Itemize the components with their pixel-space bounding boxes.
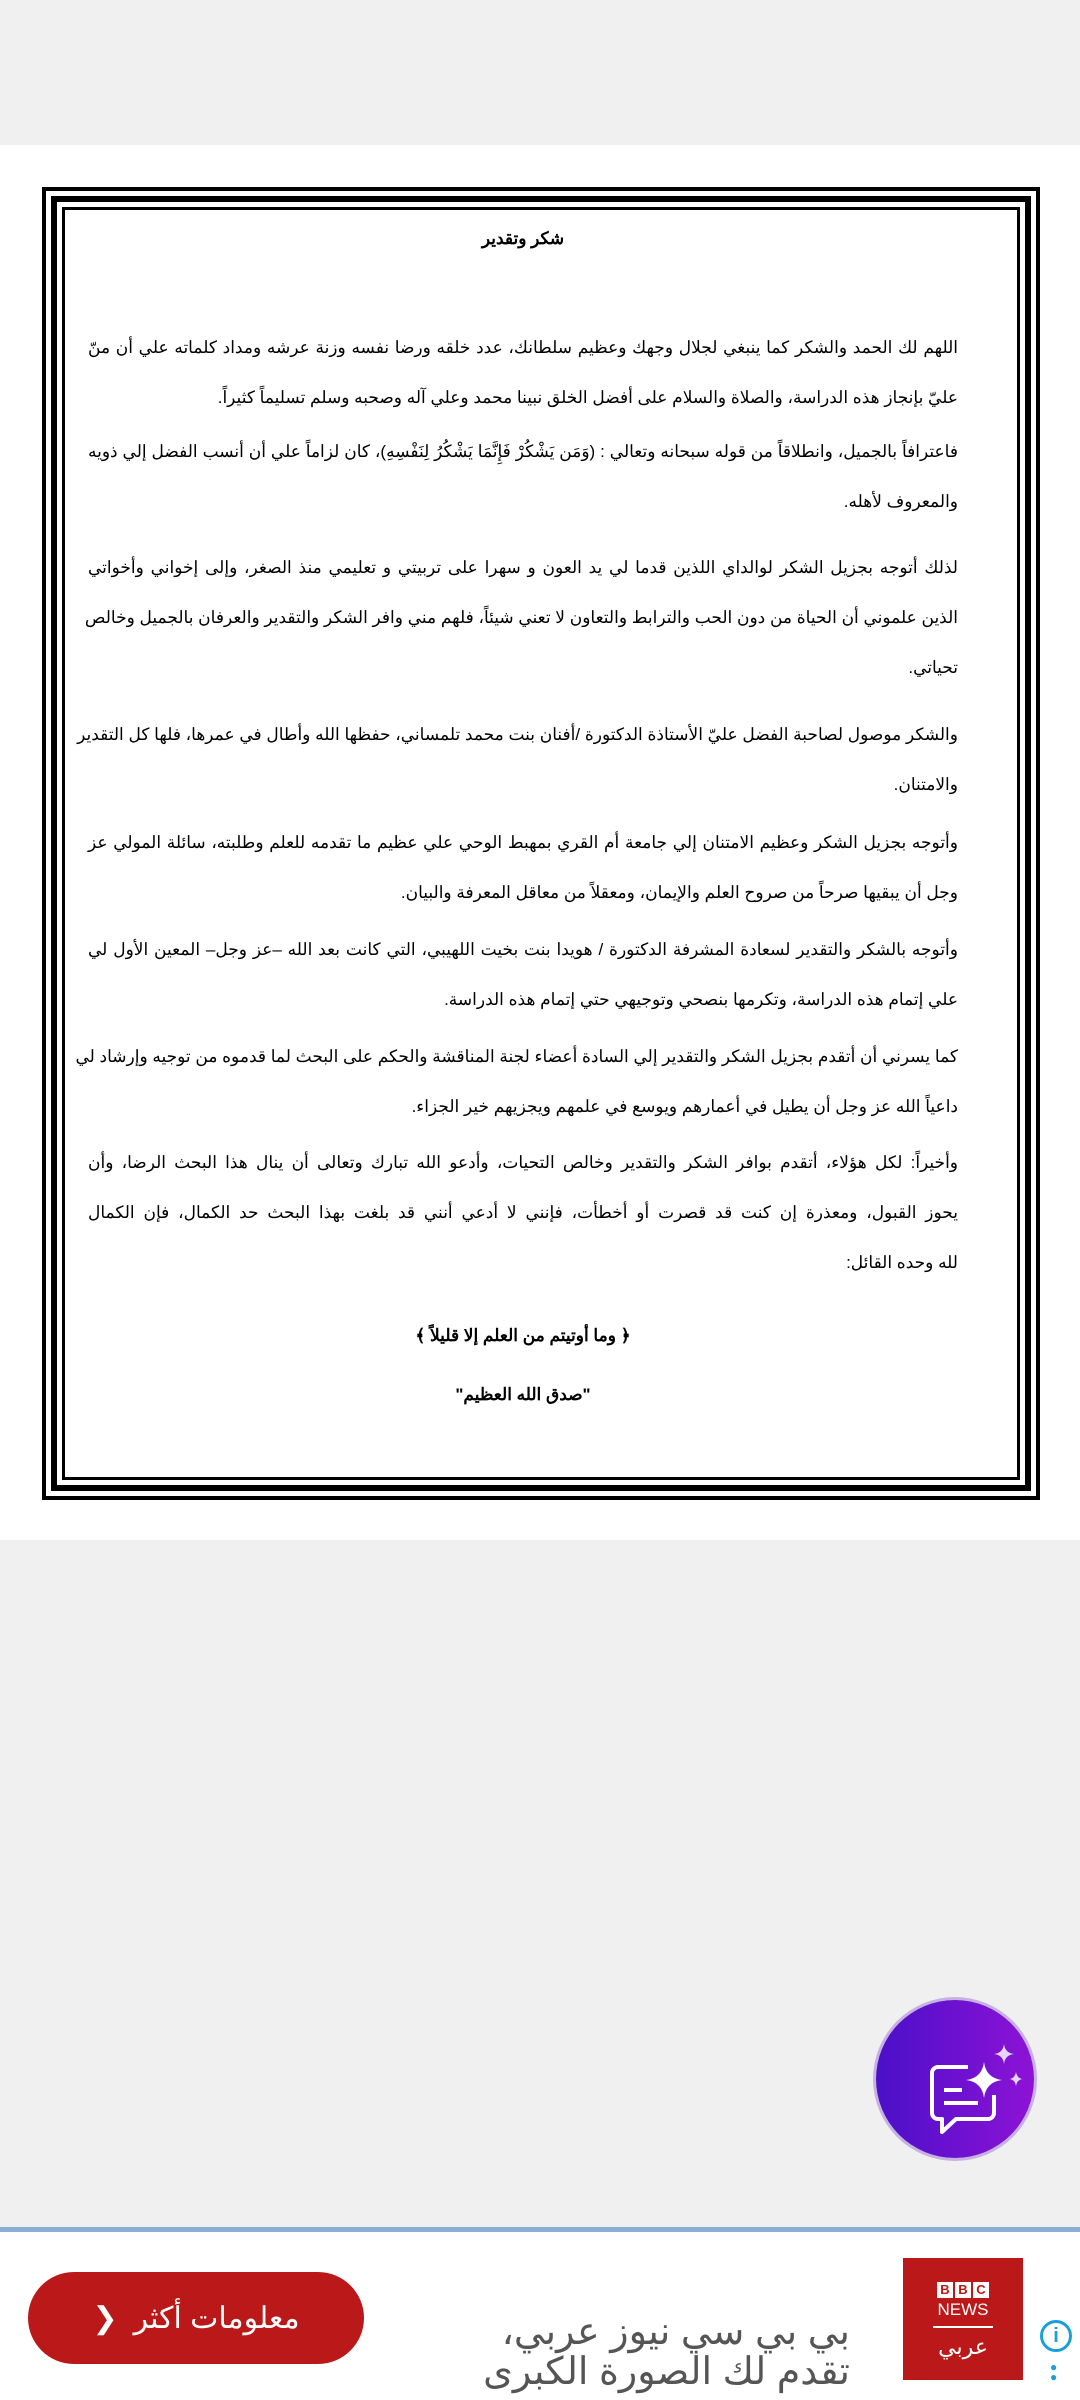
paragraph bbox=[75, 1032, 958, 1132]
more-info-button[interactable] bbox=[28, 2272, 364, 2364]
paragraph bbox=[88, 427, 958, 527]
logo-news: NEWS bbox=[937, 2300, 989, 2319]
paragraph-line: وأتوجه بجزيل الشكر وعظيم الامتنان إلي جامعة أم القري بمهبط الوحي علي عظيم ما تقدمه للعلم وطلبته، سائلة المولي عز bbox=[88, 833, 958, 852]
chat-sparkle-icon bbox=[876, 2000, 1034, 2158]
paragraph bbox=[88, 818, 958, 918]
paragraph-line: لذلك أتوجه بجزيل الشكر لوالداي اللذين قدما لي يد العون و سهرا على تربيتي و تعليمي منذ الصغر، وإلى إخواني وأخواتي bbox=[88, 558, 958, 577]
paragraph-line: وأخيراً: لكل هؤلاء، أتقدم بوافر الشكر والتقدير وخالص التحيات، وأدعو الله تبارك وتعالى أن ينال هذا البحث الرضا، وأن bbox=[88, 1153, 958, 1172]
logo-letter: B bbox=[955, 2282, 971, 2298]
logo-arabic: عربي bbox=[938, 2334, 988, 2359]
paragraph bbox=[88, 925, 958, 1025]
more-info-label: معلومات أكثر bbox=[133, 2301, 300, 2335]
info-icon[interactable]: i bbox=[1040, 2320, 1072, 2352]
closing-phrase: "صدق الله العظيم" bbox=[455, 1385, 591, 1404]
paragraph-line: وجل أن يبقيها صرحاً من صروح العلم والإيمان، ومعقلاً من معاقل المعرفة والبيان. bbox=[400, 883, 958, 902]
paragraph-line: اللهم لك الحمد والشكر كما ينبغي لجلال وجهك وعظيم سلطانك، عدد خلقه ورضا نفسه وزنة عرشه ومداد كلماته علي أن منّ bbox=[88, 338, 958, 357]
ai-chat-button[interactable] bbox=[876, 2000, 1034, 2158]
document-page bbox=[0, 145, 1080, 1540]
paragraph-line: وأتوجه بالشكر والتقدير لسعادة المشرفة الدكتورة / هويدا بنت بخيت اللهيبي، التي كانت بعد الله –عز وجل– المعين الأول لي bbox=[88, 940, 958, 959]
ad-headline: بي بي سي نيوز عربي، تقدم لك الصورة الكبرى bbox=[483, 2311, 850, 2393]
paragraph-line: علي إتمام هذه الدراسة، وتكرمها بنصحي وتوجيهي حتي إتمام هذه الدراسة. bbox=[444, 990, 958, 1009]
document-title: شكر وتقدير bbox=[481, 229, 565, 248]
paragraph bbox=[84, 543, 958, 693]
paragraph bbox=[77, 710, 958, 810]
paragraph-line: والشكر موصول لصاحبة الفضل عليّ الأستاذة الدكتورة /أفنان بنت محمد تلمساني، حفظها الله وأطال في عمرها، فلها كل التقدير bbox=[77, 725, 958, 744]
paragraph-line: كما يسرني أن أتقدم بجزيل الشكر والتقدير إلي السادة أعضاء لجنة المناقشة والحكم على البحث لما قدموه من توجيه وإرشاد لي bbox=[75, 1047, 958, 1066]
paragraph-line: لله وحده القائل: bbox=[846, 1253, 958, 1272]
paragraph bbox=[88, 323, 958, 423]
chevron-left-icon: ❮ bbox=[92, 2301, 118, 2335]
bbc-news-arabic-logo bbox=[903, 2258, 1023, 2380]
paragraph-line: تحياتي. bbox=[908, 658, 958, 677]
paragraph-line: والامتنان. bbox=[893, 775, 958, 794]
logo-letter: B bbox=[937, 2282, 953, 2298]
paragraph-line: يحوز القبول، ومعذرة إن كنت قد قصرت أو أخطأت، فإنني لا أدعي أنني قد بلغت بهذا البحث حد الكمال، فإن الكمال bbox=[88, 1203, 958, 1222]
ad-banner[interactable] bbox=[0, 2232, 1080, 2400]
logo-letter: C bbox=[973, 2282, 989, 2298]
paragraph-line: عليّ بإنجاز هذه الدراسة، والصلاة والسلام على أفضل الخلق نبينا محمد وعلي آله وصحبه وسلم تسليماً كثيراً. bbox=[217, 388, 958, 407]
paragraph bbox=[88, 1138, 958, 1288]
paragraph-line: داعياً الله عز وجل أن يطيل في أعمارهم ويوسع في علمهم ويجزيهم خير الجزاء. bbox=[411, 1097, 958, 1116]
paragraph-line: الذين علموني أن الحياة من دون الحب والترابط والتعاون لا تعني شيئاً، فلهم مني وافر الشكر والتقدير والعرفان بالجميل وخالص bbox=[84, 608, 958, 627]
quran-quote: ﴿ وما أوتيتم من العلم إلا قليلاً ﴾ bbox=[415, 1326, 631, 1345]
paragraph-line: فاعترافاً بالجميل، وانطلاقاً من قوله سبحانه وتعالي : (وَمَن يَشْكُرْ فَإِنَّمَا يَشْكُرُ لِنَفْسِهِ)، كان لزاماً علي أن أنسب الفضل إلي ذويه bbox=[88, 442, 958, 461]
logo-separator bbox=[933, 2326, 993, 2328]
more-options-icon[interactable]: ● ● bbox=[1050, 2360, 1058, 2384]
paragraph-line: والمعروف لأهله. bbox=[843, 492, 958, 511]
